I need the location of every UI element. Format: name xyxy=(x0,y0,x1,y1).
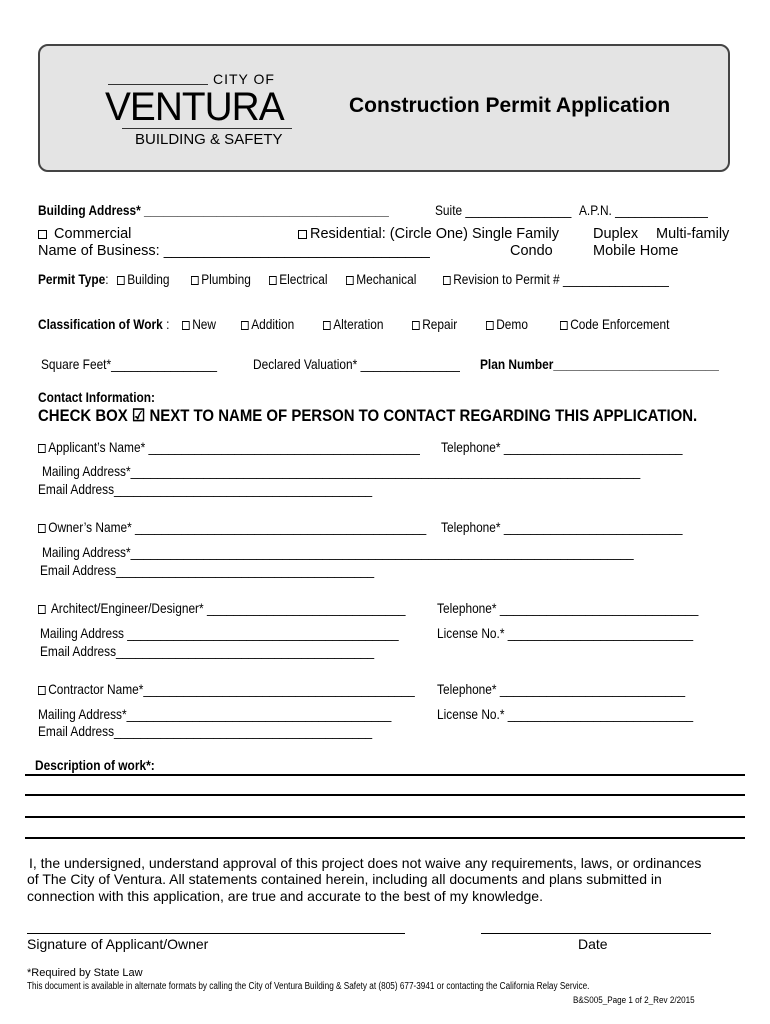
architect-email-field[interactable]: Email Address_______________________________________ xyxy=(40,643,375,659)
condo-option[interactable]: Condo xyxy=(510,243,553,259)
description-line-3[interactable] xyxy=(25,816,745,818)
multifamily-option[interactable]: Multi-family xyxy=(656,226,730,242)
duplex-option[interactable]: Duplex xyxy=(593,226,639,242)
residential-checkbox[interactable] xyxy=(298,230,307,239)
contractor-mailing-field[interactable]: Mailing Address*________________________________________ xyxy=(38,706,392,722)
class-addition-label: Addition xyxy=(251,316,295,332)
logo-ventura: VENTURA xyxy=(105,85,284,129)
class-demo-checkbox[interactable] xyxy=(486,321,494,330)
logo-rule-bottom xyxy=(122,128,292,129)
building-address-field[interactable] xyxy=(38,202,389,218)
class-new[interactable] xyxy=(182,316,216,332)
class-new-label: New xyxy=(192,316,217,332)
logo-subtitle: BUILDING & SAFETY xyxy=(135,131,283,148)
permit-building[interactable] xyxy=(117,271,170,287)
classification-row xyxy=(38,316,169,332)
permit-electrical-label: Electrical xyxy=(279,271,328,287)
mobile-home-option[interactable]: Mobile Home xyxy=(593,243,679,259)
date-line[interactable] xyxy=(481,933,711,934)
owner-name-label: Owner’s Name* ____________________________________________ xyxy=(48,519,427,535)
class-alteration[interactable] xyxy=(323,316,383,332)
class-addition[interactable] xyxy=(241,316,294,332)
architect-checkbox[interactable] xyxy=(38,605,46,614)
logo-city-text: CITY OF xyxy=(213,71,275,87)
permit-building-label: Building xyxy=(127,271,170,287)
contractor-name-field[interactable] xyxy=(38,681,415,697)
class-alteration-label: Alteration xyxy=(333,316,384,332)
name-of-business-field[interactable]: Name of Business: _________________________________ xyxy=(38,243,430,259)
date-label: Date xyxy=(578,936,608,952)
applicant-checkbox[interactable] xyxy=(38,444,46,453)
class-repair-label: Repair xyxy=(422,316,458,332)
applicant-email-field[interactable]: Email Address_______________________________________ xyxy=(38,481,373,497)
permit-revision-label: Revision to Permit # ________________ xyxy=(453,271,669,287)
signature-label: Signature of Applicant/Owner xyxy=(27,936,209,952)
permit-mechanical[interactable] xyxy=(346,271,416,287)
class-code-enforcement-label: Code Enforcement xyxy=(570,316,670,332)
declaration-line-3: connection with this application, are true and accurate to the best of my knowledge. xyxy=(27,888,543,904)
alternate-formats-note: This document is available in alternate formats by calling the City of Ventura Building & Safety at (805) 677-3941 or contacting the California Relay Service. xyxy=(27,981,590,992)
architect-license-field[interactable]: License No.* ____________________________ xyxy=(437,625,694,641)
commercial-option[interactable] xyxy=(38,226,131,242)
permit-plumbing-checkbox[interactable] xyxy=(191,276,199,285)
owner-email-field[interactable]: Email Address_______________________________________ xyxy=(40,562,375,578)
contractor-phone-field[interactable]: Telephone* ____________________________ xyxy=(437,681,686,697)
contact-info-label: Contact Information: xyxy=(38,389,156,405)
declaration-line-2: of The City of Ventura. All statements contained herein, including all documents and plans submitted in xyxy=(27,871,662,887)
owner-name-field[interactable] xyxy=(38,519,426,535)
description-line-2[interactable] xyxy=(25,794,745,796)
applicant-name-label: Applicant’s Name* _________________________________________ xyxy=(48,439,420,455)
class-alteration-checkbox[interactable] xyxy=(323,321,331,330)
class-addition-checkbox[interactable] xyxy=(241,321,249,330)
architect-name-field[interactable] xyxy=(38,600,406,616)
owner-phone-field[interactable]: Telephone* ___________________________ xyxy=(441,519,683,535)
declared-valuation-field[interactable]: Declared Valuation* _______________ xyxy=(253,356,460,372)
permit-building-checkbox[interactable] xyxy=(117,276,125,285)
contractor-name-label: Contractor Name*_________________________________________ xyxy=(48,681,415,697)
form-id: B&S005_Page 1 of 2_Rev 2/2015 xyxy=(573,995,695,1005)
residential-label: Residential: (Circle One) Single Family xyxy=(310,226,559,242)
building-address-label: Building Address* _____________________________________ xyxy=(38,202,389,218)
declaration-line-1: I, the undersigned, understand approval of this project does not waive any requirements, laws, or ordinances xyxy=(29,855,702,871)
square-feet-field[interactable]: Square Feet*________________ xyxy=(41,356,218,372)
description-line-1[interactable] xyxy=(25,774,745,776)
owner-checkbox[interactable] xyxy=(38,524,46,533)
applicant-name-field[interactable] xyxy=(38,439,420,455)
contact-instruction: CHECK BOX ☑ NEXT TO NAME OF PERSON TO CONTACT REGARDING THIS APPLICATION. xyxy=(38,406,698,425)
permit-type-colon: : xyxy=(105,271,109,287)
commercial-checkbox[interactable] xyxy=(38,230,47,239)
apn-field[interactable]: A.P.N. ______________ xyxy=(579,202,708,218)
permit-electrical[interactable] xyxy=(269,271,327,287)
permit-revision-checkbox[interactable] xyxy=(443,276,451,285)
class-new-checkbox[interactable] xyxy=(182,321,190,330)
permit-type-row xyxy=(38,271,109,287)
classification-label: Classification of Work xyxy=(38,316,163,332)
plan-number-field[interactable]: Plan Number_________________________ xyxy=(480,356,719,372)
permit-type-label: Permit Type xyxy=(38,271,106,287)
residential-option[interactable] xyxy=(298,226,559,242)
class-repair-checkbox[interactable] xyxy=(412,321,420,330)
class-demo-label: Demo xyxy=(496,316,528,332)
permit-plumbing[interactable] xyxy=(191,271,251,287)
architect-phone-field[interactable]: Telephone* ______________________________ xyxy=(437,600,699,616)
signature-line[interactable] xyxy=(27,933,405,934)
contractor-checkbox[interactable] xyxy=(38,686,46,695)
applicant-phone-field[interactable]: Telephone* ___________________________ xyxy=(441,439,683,455)
owner-mailing-field[interactable]: Mailing Address*____________________________________________________________________________ xyxy=(42,544,634,560)
applicant-mailing-field[interactable]: Mailing Address*_____________________________________________________________________________ xyxy=(42,463,641,479)
class-code-enforcement[interactable] xyxy=(560,316,669,332)
architect-mailing-field[interactable]: Mailing Address _________________________________________ xyxy=(40,625,399,641)
description-line-4[interactable] xyxy=(25,837,745,839)
permit-electrical-checkbox[interactable] xyxy=(269,276,277,285)
contractor-email-field[interactable]: Email Address_______________________________________ xyxy=(38,723,373,739)
permit-mechanical-label: Mechanical xyxy=(356,271,417,287)
required-note: *Required by State Law xyxy=(27,967,143,979)
classification-colon: : xyxy=(162,316,170,332)
page-title: Construction Permit Application xyxy=(349,94,671,117)
class-repair[interactable] xyxy=(412,316,457,332)
permit-plumbing-label: Plumbing xyxy=(201,271,251,287)
contractor-license-field[interactable]: License No.* ____________________________ xyxy=(437,706,694,722)
architect-name-label: Architect/Engineer/Designer* ______________________________ xyxy=(50,600,406,616)
commercial-label: Commercial xyxy=(54,226,132,242)
permit-revision[interactable] xyxy=(443,271,669,287)
suite-field[interactable]: Suite ________________ xyxy=(435,202,572,218)
description-label: Description of work*: xyxy=(35,757,155,773)
permit-mechanical-checkbox[interactable] xyxy=(346,276,354,285)
class-code-enforcement-checkbox[interactable] xyxy=(560,321,568,330)
class-demo[interactable] xyxy=(486,316,528,332)
